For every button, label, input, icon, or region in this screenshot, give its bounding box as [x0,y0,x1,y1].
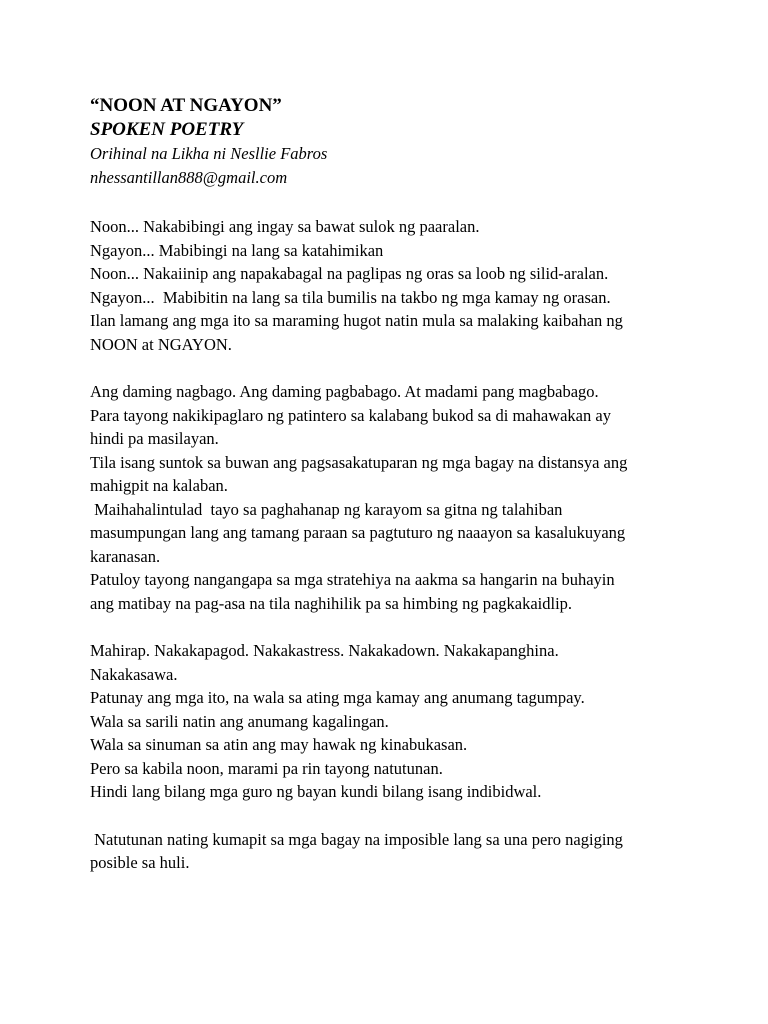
poem-line: Para tayong nakikipaglaro ng patintero sa kalabang bukod sa di mahawakan ay [90,405,611,425]
poem-line: posible sa huli. [90,853,190,872]
document-page [90,94,750,875]
poem-line: Patuloy tayong nangangapa sa mga stratehiya na aakma sa hangarin na buhayin [90,570,615,589]
poem-line: Nakakasawa. [90,664,178,684]
stanza-2 [90,380,750,615]
poem-line: mahigpit na kalaban. [90,476,228,495]
poem-line: karanasan. [90,546,161,566]
poem-line: Noon... Nakabibingi ang ingay sa bawat sulok ng paaralan. [90,217,480,236]
poem-line: ang matibay na pag-asa na tila naghihilik pa sa himbing ng pagkakaidlip. [90,593,573,613]
poem-line: Pero sa kabila noon, marami pa rin tayong natutunan. [90,758,443,778]
poem-line: Maihahalintulad tayo sa paghahanap ng karayom sa gitna ng talahiban [90,499,563,519]
stanza-4 [90,828,750,875]
poem-line: Natutunan nating kumapit sa mga bagay na imposible lang sa una pero nagiging [90,829,623,849]
poem-line: Wala sa sarili natin ang anumang kagalingan. [90,711,389,731]
poem-line: Hindi lang bilang mga guro ng bayan kundi bilang isang indibidwal. [90,782,542,801]
poem-line: Ilan lamang ang mga ito sa maraming hugot natin mula sa malaking kaibahan ng [90,311,623,330]
poem-subtitle: SPOKEN POETRY [90,119,244,140]
poem-line: masumpungan lang ang tamang paraan sa pagtuturo ng naaayon sa kasalukuyang [90,523,626,542]
author-email: nhessantillan888@gmail.com [90,168,288,187]
stanza-1 [90,215,750,356]
poem-line: Ngayon... Mabibitin na lang sa tila bumilis na takbo ng mga kamay ng orasan. [90,287,611,307]
poem-line: Mahirap. Nakakapagod. Nakakastress. Nakakadown. Nakakapanghina. [90,641,559,660]
poem-title: “NOON AT NGAYON” [90,95,282,116]
poem-line: Ang daming nagbago. Ang daming pagbabago. At madami pang magbabago. [90,382,599,401]
poem-line: Tila isang suntok sa buwan ang pagsasakatuparan ng mga bagay na distansya ang [90,452,628,472]
poem-line: Wala sa sinuman sa atin ang may hawak ng kinabukasan. [90,735,468,754]
author-line: Orihinal na Likha ni Nesllie Fabros [90,144,328,163]
poem-line: NOON at NGAYON. [90,334,232,354]
poem-line: Noon... Nakaiinip ang napakabagal na paglipas ng oras sa loob ng silid-aralan. [90,264,609,283]
poem-line: hindi pa masilayan. [90,429,219,448]
poem-line: Patunay ang mga ito, na wala sa ating mga kamay ang anumang tagumpay. [90,688,585,707]
stanza-3 [90,639,750,804]
poem-line: Ngayon... Mabibingi na lang sa katahimikan [90,240,384,260]
